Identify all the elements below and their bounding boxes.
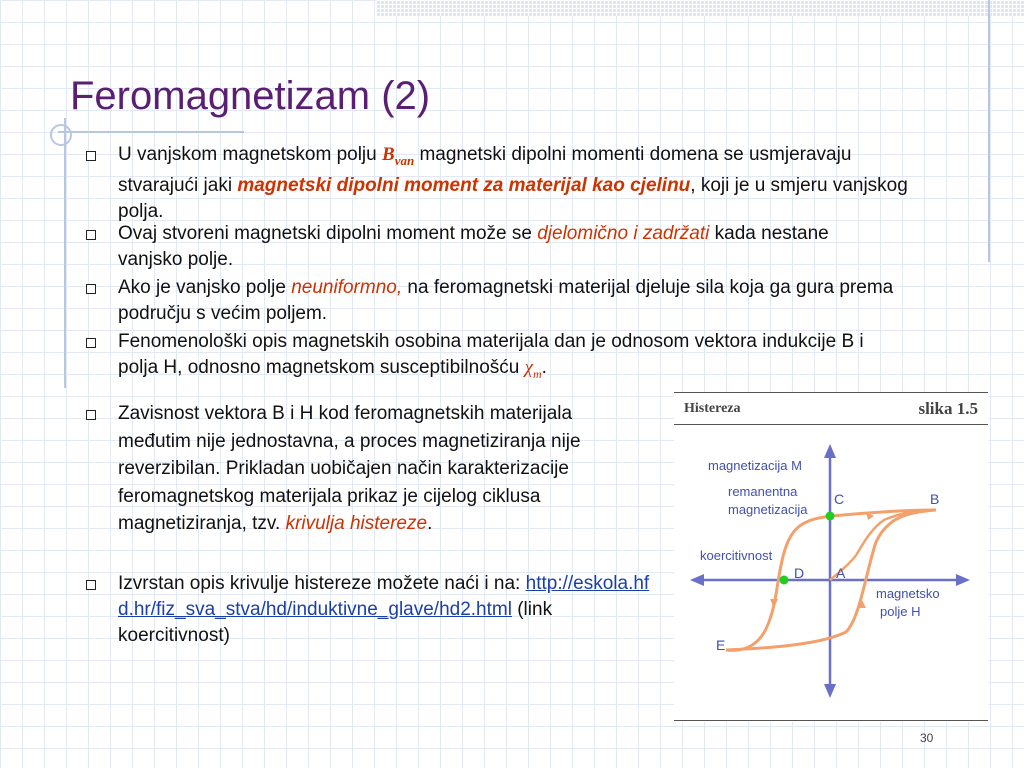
initial-magnetization-curve [830, 510, 936, 580]
remanent-label-2: magnetizacija [728, 502, 808, 517]
slide-title: Feromagnetizam (2) [70, 74, 431, 118]
right-decor-line [988, 0, 990, 262]
point-a-label: A [836, 565, 846, 581]
top-decor-band [376, 0, 1024, 16]
bullet-square-icon [86, 230, 96, 240]
y-axis-arrow-down-icon [824, 684, 836, 698]
bullet-square-icon [86, 151, 96, 161]
figure-title: Histereza [684, 401, 741, 416]
x-axis-arrow-left-icon [690, 574, 704, 586]
bullet-3: Ako je vanjsko polje neuniformno, na feromagnetski materijal djeluje sila koja ga gura prema području s većim poljem. [118, 275, 948, 326]
page-number: 30 [920, 731, 934, 745]
bullet-1: U vanjskom magnetskom polju $B_{van}$ magnetski dipolni momenti domena se usmjeravaju stvarajući jaki magnetski dipolni moment za materijal kao cjelinu, koji je u smjeru vanjskog polja. [118, 142, 908, 224]
x-axis-label-1: magnetsko [876, 586, 940, 601]
emphasis-text: djelomično i zadržati [537, 223, 710, 244]
point-c-label: C [834, 491, 845, 507]
x-axis-arrow-right-icon [956, 574, 970, 586]
coercivity-point [780, 576, 789, 585]
emphasis-text: magnetski dipolni moment za materijal kao cjelinu [237, 175, 691, 197]
chi-m-symbol: $\chi_m$ [524, 356, 542, 381]
curve-arrow-icon [770, 599, 778, 608]
y-axis-arrow-up-icon [824, 444, 836, 458]
point-b-label: B [930, 491, 940, 507]
emphasis-text: neuniformno, [291, 277, 403, 298]
left-decor-line [64, 118, 66, 388]
b-van-symbol: $B_{van}$ [382, 144, 415, 168]
figure-number: slika 1.5 [918, 399, 978, 418]
hysteresis-link[interactable]: http://eskola.hfd.hr/fiz_sva_stva/hd/induktivne_glave/hd2.html [118, 573, 650, 620]
circle-decor [50, 124, 72, 146]
bullet-square-icon [86, 580, 96, 590]
bullet-square-icon [86, 410, 96, 420]
remanence-point [826, 512, 835, 521]
x-axis-label-2: polje H [880, 604, 921, 619]
bullet-square-icon [86, 284, 96, 294]
emphasis-text: krivulja histereze [285, 513, 428, 534]
y-axis-label: magnetizacija M [708, 458, 802, 473]
coercivity-label: koercitivnost [700, 548, 773, 563]
bullet-4: Fenomenološki opis magnetskih osobina materijala dan je odnosom vektora indukcije B i polja H, odnosno magnetskom susceptibilnošću $\chi_m$. [118, 329, 898, 387]
title-underline [58, 131, 244, 133]
hysteresis-figure [674, 392, 988, 722]
point-d-label: D [794, 565, 805, 581]
bullet-5: Zavisnost vektora B i H kod feromagnetskih materijala međutim nije jednostavna, a proces magnetiziranja nije reverzibilan. Prikladan uobičajen način karakterizacije feromagnetskog materijala prikaz je cijelog ciklusa magnetiziranja, tzv. krivulja histereze. [118, 400, 650, 538]
hysteresis-diagram [674, 392, 988, 722]
point-e-label: E [716, 637, 726, 653]
bullet-6: Izvrstan opis krivulje histereze možete naći i na: http://eskola.hfd.hr/fiz_sva_stva/hd/induktivne_glave/hd2.html (link koercitivnost) [118, 571, 658, 649]
bullet-square-icon [86, 338, 96, 348]
bullet-2: Ovaj stvoreni magnetski dipolni moment može se djelomično i zadržati kada nestane vanjsko polje. [118, 221, 898, 272]
remanent-label-1: remanentna [728, 484, 798, 499]
